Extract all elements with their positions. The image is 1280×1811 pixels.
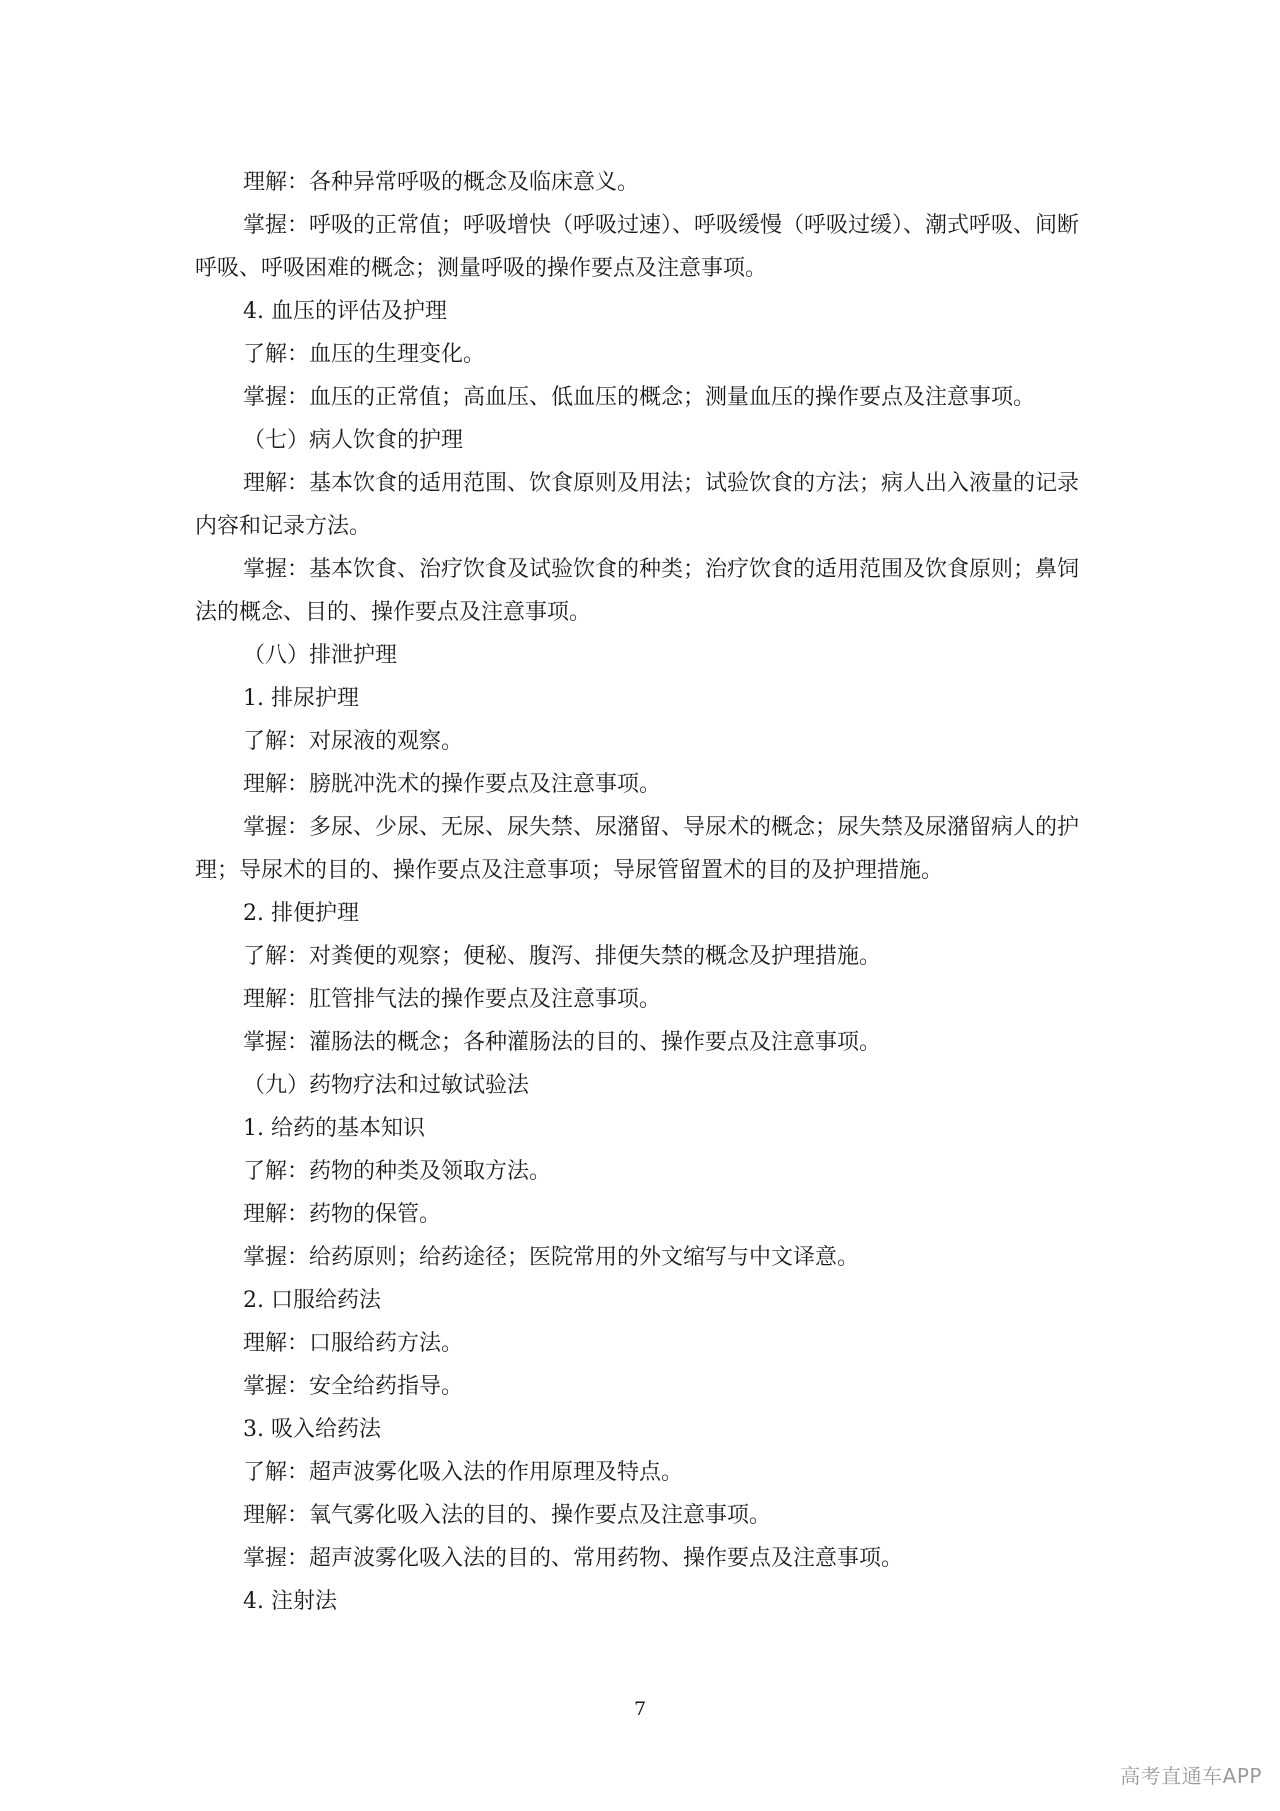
section-heading: （八）排泄护理 [243, 643, 398, 668]
section-heading: 4. 注射法 [243, 1589, 337, 1614]
section-heading: 3. 吸入给药法 [243, 1417, 381, 1442]
section-heading: （七）病人饮食的护理 [243, 428, 464, 453]
page-number: 7 [633, 1698, 647, 1720]
paragraph: 理解：膀胱冲洗术的操作要点及注意事项。 [243, 772, 662, 797]
paragraph: 理解：氧气雾化吸入法的目的、操作要点及注意事项。 [243, 1503, 772, 1528]
paragraph: 了解：超声波雾化吸入法的作用原理及特点。 [243, 1460, 684, 1485]
paragraph: 了解：对粪便的观察；便秘、腹泻、排便失禁的概念及护理措施。 [243, 944, 882, 969]
paragraph: 掌握：安全给药指导。 [243, 1374, 464, 1399]
paragraph: 掌握：呼吸的正常值；呼吸增快（呼吸过速）、呼吸缓慢（呼吸过缓）、潮式呼吸、间断呼吸、呼吸困难的概念；测量呼吸的操作要点及注意事项。 [195, 213, 1080, 281]
page-content [195, 161, 1095, 1623]
section-heading: 2. 口服给药法 [243, 1288, 381, 1313]
paragraph: 理解：药物的保管。 [243, 1202, 442, 1227]
section-heading: 1. 排尿护理 [243, 686, 359, 711]
section-heading: 1. 给药的基本知识 [243, 1116, 425, 1141]
paragraph: 掌握：血压的正常值；高血压、低血压的概念；测量血压的操作要点及注意事项。 [243, 385, 1036, 410]
paragraph: 理解：基本饮食的适用范围、饮食原则及用法；试验饮食的方法；病人出入液量的记录内容和记录方法。 [195, 471, 1080, 539]
paragraph: 理解：肛管排气法的操作要点及注意事项。 [243, 987, 662, 1012]
paragraph: 理解：口服给药方法。 [243, 1331, 464, 1356]
section-heading: 2. 排便护理 [243, 901, 359, 926]
watermark: 高考直通车APP [1120, 1764, 1262, 1788]
paragraph: 理解：各种异常呼吸的概念及临床意义。 [243, 170, 640, 195]
paragraph: 了解：血压的生理变化。 [243, 342, 486, 367]
paragraph: 掌握：多尿、少尿、无尿、尿失禁、尿潴留、导尿术的概念；尿失禁及尿潴留病人的护理；导尿术的目的、操作要点及注意事项；导尿管留置术的目的及护理措施。 [195, 815, 1080, 883]
paragraph: 掌握：灌肠法的概念；各种灌肠法的目的、操作要点及注意事项。 [243, 1030, 882, 1055]
paragraph: 掌握：基本饮食、治疗饮食及试验饮食的种类；治疗饮食的适用范围及饮食原则；鼻饲法的概念、目的、操作要点及注意事项。 [195, 557, 1080, 625]
paragraph: 掌握：给药原则；给药途径；医院常用的外文缩写与中文译意。 [243, 1245, 860, 1270]
paragraph: 了解：对尿液的观察。 [243, 729, 464, 754]
section-heading: （九）药物疗法和过敏试验法 [243, 1073, 530, 1098]
paragraph: 了解：药物的种类及领取方法。 [243, 1159, 552, 1184]
section-heading: 4. 血压的评估及护理 [243, 299, 447, 324]
paragraph: 掌握：超声波雾化吸入法的目的、常用药物、操作要点及注意事项。 [243, 1546, 904, 1571]
